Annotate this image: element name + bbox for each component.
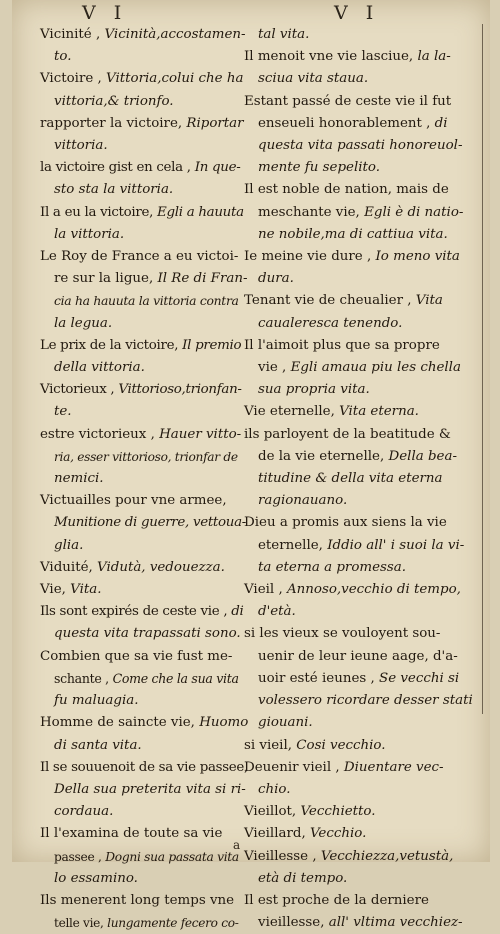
french-text: Vie eternelle, [244, 404, 335, 420]
dictionary-line [244, 357, 480, 379]
dictionary-line [40, 179, 248, 201]
dictionary-line [244, 68, 480, 90]
dictionary-line [40, 601, 248, 623]
italian-text: età di tempo. [258, 870, 348, 886]
italian-text: Il premio [182, 337, 242, 353]
dictionary-line [244, 623, 480, 645]
italian-text: Vecchio. [309, 826, 367, 842]
italian-text: ria, esser vittorioso, trionfar de [54, 449, 238, 464]
french-text: ils parloyent de la beatitude & [244, 426, 451, 442]
italian-text: lo essamino. [54, 870, 138, 886]
italian-text: Egli amaua piu les chella [290, 360, 461, 376]
italian-text: fu maluagia. [54, 693, 139, 709]
dictionary-line [40, 379, 248, 401]
french-text: Il l'aimoit plus que sa propre [244, 337, 440, 353]
italian-text: nemici. [54, 471, 104, 487]
dictionary-line [244, 890, 480, 912]
italian-text: Munitione di guerre, vettoua- [54, 515, 246, 531]
french-text: Ils menerent long temps vne [40, 892, 235, 908]
french-text: vieillesse, [258, 915, 325, 931]
italian-text: vittoria,& trionfo. [54, 93, 174, 109]
dictionary-line [244, 490, 480, 512]
dictionary-line [244, 46, 480, 68]
french-text: Le prix de la victoire, [40, 337, 179, 353]
left-running-head: V I [82, 2, 128, 24]
italian-text: di [434, 115, 448, 131]
italian-text: d'età. [258, 604, 296, 620]
dictionary-line [244, 557, 480, 579]
italian-text: giouani. [258, 715, 313, 731]
dictionary-line [40, 490, 248, 512]
french-text: uoir esté ieunes , [258, 670, 375, 686]
italian-text: all' vltima vecchiez- [328, 915, 463, 931]
dictionary-line [244, 868, 480, 890]
italian-text: Cosi vecchio. [296, 737, 386, 753]
dictionary-line [40, 357, 248, 379]
dictionary-line [40, 468, 248, 490]
dictionary-line [244, 712, 480, 734]
dictionary-line [40, 335, 248, 357]
french-text: Vieillot, [244, 804, 297, 820]
dictionary-line [40, 668, 248, 690]
dictionary-line [244, 224, 480, 246]
french-text: Vicinité , [40, 27, 101, 42]
italian-text: ta eterna a promessa. [258, 559, 406, 575]
french-text: re sur la ligue, [54, 271, 154, 287]
dictionary-line [40, 735, 248, 757]
dictionary-line [40, 557, 248, 579]
catchword: tal vita. [258, 27, 310, 42]
dictionary-line [244, 512, 480, 534]
italian-text: Della bea- [388, 448, 457, 464]
italian-text: In que- [194, 160, 241, 176]
dictionary-line [40, 646, 248, 668]
dictionary-line [40, 446, 248, 468]
dictionary-line [244, 290, 480, 312]
french-text: Victorieux , [40, 382, 115, 398]
french-text: Vieillard, [244, 826, 306, 842]
french-text: telle vie, [54, 916, 104, 931]
dictionary-line [40, 890, 248, 912]
dictionary-line [244, 313, 480, 335]
dictionary-line [40, 690, 248, 712]
french-text: Il se souuenoit de sa vie passee, [40, 759, 248, 775]
french-text: Il est proche de la derniere [244, 892, 429, 908]
french-text: estre victorieux , [40, 426, 155, 442]
dictionary-line [244, 579, 480, 601]
french-text: si vieil, [244, 737, 293, 753]
italian-text: Io meno vita [375, 249, 460, 265]
italian-text: Iddio all' i suoi la vi- [327, 537, 465, 553]
italian-text: titudine & della vita eterna [258, 471, 443, 487]
dictionary-line [40, 290, 248, 312]
italian-text: Egli a hauuta [157, 204, 244, 220]
french-text: passee , [54, 849, 102, 864]
dictionary-line [244, 157, 480, 179]
dictionary-line [40, 157, 248, 179]
french-text: Il est noble de nation, mais de [244, 182, 449, 198]
dictionary-line [40, 757, 248, 779]
dictionary-line [40, 779, 248, 801]
dictionary-line [244, 846, 480, 868]
italian-text: Riportar [186, 115, 244, 131]
dictionary-line [244, 446, 480, 468]
dictionary-line [40, 579, 248, 601]
italian-text: sto sta la vittoria. [54, 182, 174, 198]
italian-text: la vittoria. [54, 226, 125, 242]
italian-text: sciua vita staua. [258, 71, 369, 87]
italian-text: Vittorioso,trionfan- [118, 382, 242, 398]
french-text: Tenant vie de cheualier , [244, 293, 412, 309]
column-rule [482, 24, 483, 714]
dictionary-line [40, 268, 248, 290]
french-text: meschante vie, [258, 204, 360, 220]
french-text: enseueli honorablement , [258, 115, 431, 131]
dictionary-line [40, 535, 248, 557]
dictionary-line [244, 179, 480, 201]
dictionary-line [244, 113, 480, 135]
french-text: vie , [258, 360, 287, 376]
italian-text: dura. [258, 271, 294, 287]
dictionary-line [244, 757, 480, 779]
dictionary-line [244, 801, 480, 823]
french-text: Homme de saincte vie, [40, 715, 195, 731]
french-text: eternelle, [258, 537, 323, 553]
italian-text: Huomo [199, 715, 249, 731]
italian-text: la legua. [54, 315, 113, 331]
signature-mark: a [233, 838, 241, 852]
dictionary-line [244, 468, 480, 490]
italian-text: Il Re di Fran- [157, 271, 248, 287]
french-text: Il a eu la victoire, [40, 204, 154, 220]
french-text: si les vieux se vouloyent sou- [244, 626, 441, 642]
dictionary-line [40, 24, 248, 46]
dictionary-line [40, 91, 248, 113]
italian-text: Hauer vitto- [159, 426, 242, 442]
italian-text: questa vita trapassati sono. [54, 626, 241, 642]
dictionary-line [244, 335, 480, 357]
italian-text: cordaua. [54, 804, 114, 820]
french-text: rapporter la victoire, [40, 115, 183, 131]
dictionary-line [40, 46, 248, 68]
dictionary-line [244, 535, 480, 557]
dictionary-line [40, 224, 248, 246]
french-text: Victoire , [40, 71, 102, 87]
italian-text: glia. [54, 537, 84, 553]
italian-text: di [231, 604, 244, 620]
french-text: de la vie eternelle, [258, 448, 385, 464]
french-text: Vieillesse , [244, 848, 317, 864]
dictionary-line [40, 846, 248, 868]
french-text: Il l'examina de toute sa vie [40, 826, 223, 842]
left-column [40, 24, 248, 934]
french-text: Deuenir vieil , [244, 759, 340, 775]
italian-text: Diuentare vec- [343, 759, 444, 775]
french-text: Victuailles pour vne armee, [40, 493, 227, 509]
dictionary-line [244, 912, 480, 934]
italian-text: la la- [417, 49, 451, 65]
french-text: Vie, [40, 582, 66, 598]
italian-text: Vittoria,colui che ha [106, 71, 244, 87]
french-text: Estant passé de ceste vie il fut [244, 93, 452, 109]
dictionary-line [40, 868, 248, 890]
dictionary-line [244, 823, 480, 845]
italian-text: Della sua preterita vita si ri- [54, 781, 246, 797]
italian-text: Vita eterna. [339, 404, 419, 420]
italian-text: Vicinità,accostamen- [104, 27, 246, 42]
dictionary-line [244, 401, 480, 423]
dictionary-line [40, 313, 248, 335]
french-text: Ie meine vie dure , [244, 249, 372, 265]
french-text: la victoire gist en cela , [40, 160, 191, 176]
italian-text: Annoso,vecchio di tempo, [287, 582, 461, 598]
italian-text: sua propria vita. [258, 382, 370, 398]
italian-text: cia ha hauuta la vittoria contra [54, 294, 239, 309]
italian-text: di santa vita. [54, 737, 142, 753]
dictionary-line [244, 268, 480, 290]
dictionary-line [244, 379, 480, 401]
dictionary-line [40, 823, 248, 845]
dictionary-line [40, 135, 248, 157]
book-page [12, 0, 490, 931]
italian-text: vittoria. [54, 138, 108, 154]
dictionary-line [244, 690, 480, 712]
italian-text: questa vita passati honoreuol- [258, 138, 463, 154]
dictionary-line [40, 512, 248, 534]
italian-text: Vecchietto. [300, 804, 376, 820]
dictionary-line [40, 712, 248, 734]
dictionary-line [244, 668, 480, 690]
dictionary-line [244, 646, 480, 668]
french-text: Dieu a promis aux siens la vie [244, 515, 447, 531]
french-text: Combien que sa vie fust me- [40, 648, 233, 664]
italian-text: Dogni sua passata vita [105, 849, 239, 864]
italian-text: Vita. [70, 582, 102, 598]
dictionary-line [244, 91, 480, 113]
french-text: uenir de leur ieune aage, d'a- [258, 648, 458, 664]
french-text: Vieil , [244, 582, 283, 598]
dictionary-line [40, 801, 248, 823]
italian-text: volessero ricordare desser stati [258, 693, 473, 709]
dictionary-line [40, 246, 248, 268]
french-text: schante , [54, 670, 109, 686]
dictionary-line [244, 202, 480, 224]
italian-text: della vittoria. [54, 360, 145, 376]
dictionary-line [40, 424, 248, 446]
italian-text: Come che la sua vita [112, 670, 239, 686]
dictionary-line [244, 135, 480, 157]
french-text: Le Roy de France a eu victoi- [40, 249, 239, 265]
dictionary-line [40, 401, 248, 423]
italian-text: chio. [258, 781, 291, 797]
french-text: Viduité, [40, 559, 93, 575]
french-text: Il menoit vne vie lasciue, [244, 49, 414, 65]
italian-text: Egli è di natio- [364, 204, 464, 220]
dictionary-line [244, 246, 480, 268]
dictionary-line [40, 202, 248, 224]
italian-text: Vidutà, vedouezza. [97, 559, 225, 575]
italian-text: Se vecchi si [379, 670, 460, 686]
dictionary-line [40, 623, 248, 645]
italian-text: Vecchiezza,vetustà, [320, 848, 454, 864]
right-letter: V I [334, 2, 380, 24]
french-text: Ils sont expirés de ceste vie , [40, 604, 228, 620]
dictionary-line [244, 735, 480, 757]
italian-text: Vita [415, 293, 443, 309]
italian-text: lungamente fecero co- [107, 916, 239, 931]
dictionary-line [244, 424, 480, 446]
italian-text: caualeresca tenendo. [258, 315, 403, 331]
italian-text: mente fu sepelito. [258, 160, 380, 176]
dictionary-line [244, 779, 480, 801]
italian-text: ne nobile,ma di cattiua vita. [258, 226, 448, 242]
right-running-head [334, 2, 379, 24]
dictionary-line [40, 68, 248, 90]
right-column [244, 24, 480, 934]
italian-text: te. [54, 404, 72, 420]
italian-text: ragionauano. [258, 493, 348, 509]
dictionary-line [244, 601, 480, 623]
dictionary-line [40, 113, 248, 135]
italian-text: to. [54, 49, 72, 65]
dictionary-line [40, 912, 248, 934]
